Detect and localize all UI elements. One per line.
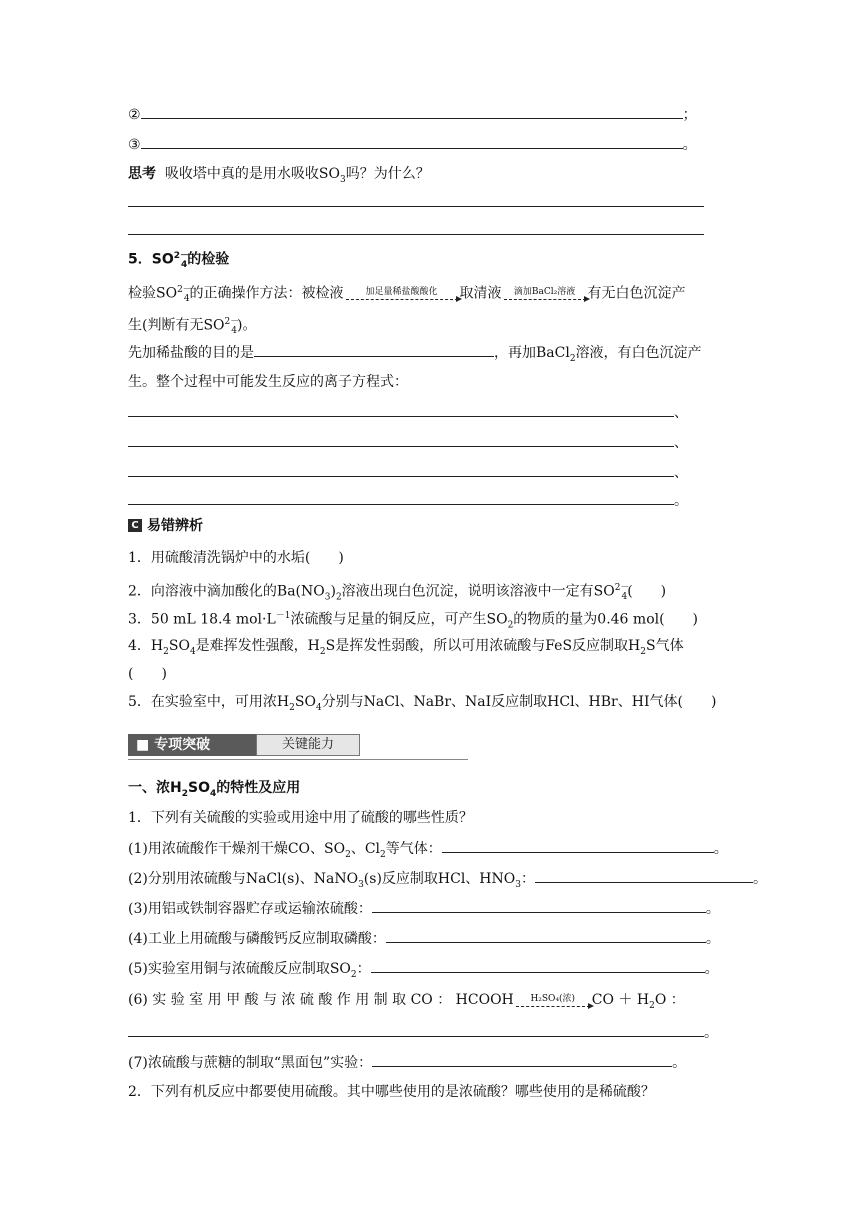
item-3: (3)用铝或铁制容器贮存或运输浓硫酸： 。	[128, 898, 720, 919]
equation-line: 、	[128, 402, 688, 423]
answer-blank[interactable]	[386, 928, 706, 943]
think-question: 思考 吸收塔中真的是用水吸收$SO_3$吗？为什么？	[128, 166, 430, 185]
answer-blank[interactable]	[372, 898, 706, 913]
answer-blank[interactable]	[141, 134, 683, 149]
answer-blank[interactable]	[128, 432, 674, 447]
answer-line[interactable]	[128, 206, 704, 207]
item-1: (1)用浓硫酸作干燥剂干燥CO、$SO_2$、$Cl_2$等气体： 。	[128, 838, 728, 865]
answer-blank[interactable]	[254, 342, 494, 357]
answer-blank[interactable]	[128, 462, 674, 477]
answer-blank[interactable]	[141, 104, 683, 119]
answer-blank[interactable]	[128, 402, 674, 417]
answer-blank[interactable]	[371, 958, 705, 973]
answer-line-2: ② ；	[128, 104, 697, 125]
question-1: 1．下列有关硫酸的实验或用途中用了硫酸的哪些性质？	[128, 810, 473, 826]
purpose-line: 先加稀盐酸的目的是 ，再加BaCl$_2$溶液，有白色沉淀产	[128, 342, 702, 369]
item-7: (7)浓硫酸与蔗糖的制取“黑面包”实验： 。	[128, 1052, 686, 1073]
section-5-title: 5．$SO^{2-}_4$的检验	[128, 251, 230, 271]
equation-line: 、	[128, 462, 688, 483]
section-banner	[128, 732, 468, 760]
answer-blank[interactable]	[372, 1052, 672, 1067]
equation-line: 。	[128, 490, 688, 511]
answer-blank[interactable]	[442, 838, 714, 853]
equation-line: 、	[128, 432, 688, 453]
banner-title: ■ 专项突破	[128, 734, 258, 756]
item-4: (4)工业上用硫酸与磷酸钙反应制取磷酸： 。	[128, 928, 720, 949]
part-1-heading: 一、浓$H_2SO_4$的特性及应用	[128, 780, 301, 799]
error-item-3: 3．50 mL 18.4 $mol\cdot L^{-1}$浓硫酸与足量的铜反应，可产生$SO_2$的物质的量为0.46 mol( )	[128, 611, 699, 631]
item-2: (2)分别用浓硫酸与NaCl(s)、NaNO$_3$(s)反应制取HCl、$HNO_3$： 。	[128, 868, 767, 895]
question-2: 2．下列有机反应中都要使用硫酸。其中哪些使用的是浓硫酸？哪些使用的是稀硫酸？	[128, 1084, 655, 1100]
error-item-1: 1．用硫酸清洗锅炉中的水垢( )	[128, 550, 344, 566]
check-procedure: 检验$SO^{2-}_4$的正确操作方法：被检液 加足量稀盐酸酸化 取清液 滴加BaCl₂溶液 有无白色沉淀产	[128, 285, 686, 305]
section-c-icon: C	[128, 519, 142, 532]
answer-line[interactable]	[128, 234, 704, 235]
reaction-arrow: H₂SO₄(浓)	[516, 994, 590, 1007]
error-item-4-cont: ( )	[128, 666, 167, 682]
error-item-4: 4．$H_2SO_4$是难挥发性强酸，$H_2S$是挥发性弱酸，所以可用浓硫酸与FeS反应制取$H_2S$气体	[128, 638, 684, 657]
banner-subtitle: 关键能力	[256, 734, 360, 756]
error-item-2: 2．向溶液中滴加酸化的$Ba(NO_3)_2$溶液出现白色沉淀，说明该溶液中一定有$SO^{2-}_4$( )	[128, 583, 667, 603]
item-5: (5)实验室用铜与浓硫酸反应制取$SO_2$： 。	[128, 958, 719, 985]
error-item-5: 5．在实验室中，可用浓$H_2SO_4$分别与NaCl、NaBr、NaI反应制取HCl、HBr、HI气体( )	[128, 694, 717, 713]
answer-blank[interactable]	[128, 490, 674, 505]
item-6-cont: 。	[128, 1022, 718, 1043]
reaction-arrow: 滴加BaCl₂溶液	[504, 287, 586, 300]
check-procedure-cont: 生(判断有无$SO^{2-}_4$)。	[128, 317, 257, 337]
answer-blank[interactable]	[535, 868, 753, 883]
item-6: (6) 实 验 室 用 甲 酸 与 浓 硫 酸 作 用 制 取 CO ： HCOOH H₂SO₄(浓) CO ＋ $H_2O$ ：	[128, 992, 685, 1011]
answer-line-3: ③ 。	[128, 134, 697, 155]
reaction-arrow: 加足量稀盐酸酸化	[346, 287, 458, 300]
answer-blank[interactable]	[128, 1022, 704, 1037]
purpose-line-cont: 生。整个过程中可能发生反应的离子方程式：	[128, 374, 408, 390]
errors-section-header: C 易错辨析	[128, 515, 203, 535]
